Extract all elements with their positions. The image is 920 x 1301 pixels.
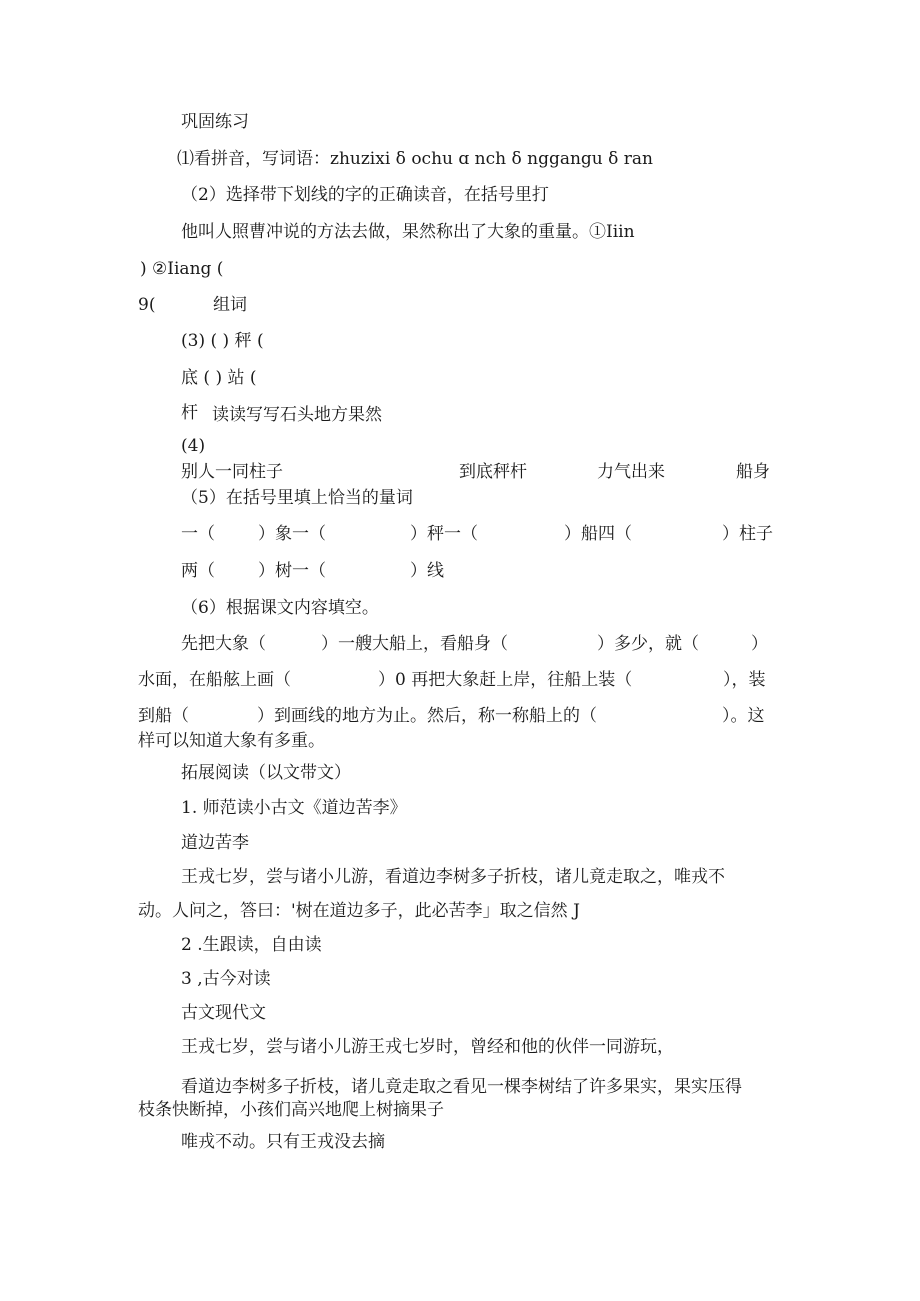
- question-4-word: 船身: [736, 462, 770, 482]
- question-4-word: 别人一同柱子: [181, 462, 283, 482]
- question-5-instruction: （5）在括号里填上恰当的量词: [181, 488, 413, 508]
- question-5-blank: ）象一（: [258, 524, 326, 544]
- question-6-line: ）一艘大船上，看船身（: [321, 634, 508, 654]
- question-3-row-1: (3) ( ) 秤 (: [181, 331, 264, 351]
- question-5-blank: ）线: [410, 561, 444, 581]
- question-4-number: (4): [181, 436, 206, 456]
- question-5-blank: ）树一（: [258, 561, 326, 581]
- question-6-line: 到船（: [138, 706, 189, 726]
- question-1-pinyin: ⑴看拼音，写词语：zhuzixi δ ochu ɑ nch δ nggangu δ ran: [177, 149, 653, 169]
- question-3-number: 9(: [138, 295, 156, 315]
- section-practice-heading: 巩固练习: [181, 112, 249, 132]
- comparison-paragraph: 看道边李树多子折枝，诸儿竟走取之看见一棵李树结了许多果实，果实压得: [181, 1077, 742, 1097]
- question-6-line: ）多少，就（: [597, 634, 699, 654]
- question-6-line: ）: [751, 634, 768, 654]
- question-4-word: 力气出来: [597, 462, 665, 482]
- question-3-title: 组词: [213, 295, 247, 315]
- column-headings: 古文现代文: [181, 1003, 266, 1023]
- question-6-line: ）到画线的地方为止。然后，称一称船上的（: [257, 706, 597, 726]
- question-6-line: ）。这: [722, 706, 765, 726]
- comparison-paragraph: 王戎七岁，尝与诸小儿游王戎七岁时，曾经和他的伙伴一同游玩，: [181, 1037, 674, 1057]
- question-5-blank: ）秤一（: [410, 524, 478, 544]
- passage-title: 道边苦李: [181, 833, 249, 853]
- section-extend-heading: 拓展阅读（以文带文）: [181, 763, 351, 783]
- passage-text: 动。人问之，答曰：'树在道边多子，此必苦李」取之信然 J: [138, 901, 580, 921]
- passage-text: 王戎七岁，尝与诸小儿游，看道边李树多子折枝，诸儿竟走取之，唯戎不: [181, 867, 725, 887]
- question-4-word: 到底秤杆: [459, 462, 527, 482]
- question-6-line: 水面，在船舷上画（: [138, 670, 291, 690]
- extend-step-3: 3 ,古今对读: [181, 969, 271, 989]
- question-6-line: ），装: [723, 670, 766, 690]
- question-5-blank: ）船四（: [564, 524, 632, 544]
- question-2-sentence: 他叫人照曹冲说的方法去做，果然称出了大象的重量。①Iiin: [181, 222, 635, 242]
- question-5-blank: ）柱子: [722, 524, 773, 544]
- question-3-row-3-char: 杆: [181, 403, 198, 423]
- question-6-instruction: （6）根据课文内容填空。: [181, 598, 379, 618]
- question-2-instruction: （2）选择带下划线的字的正确读音，在括号里打: [181, 185, 549, 205]
- question-3-read-write-words: 读读写写石头地方果然: [212, 405, 382, 425]
- extend-step-1: 1. 师范读小古文《道边苦李》: [181, 798, 407, 818]
- question-5-blank: 两（: [181, 561, 215, 581]
- question-6-line: 样可以知道大象有多重。: [138, 731, 325, 751]
- comparison-paragraph: 唯戎不动。只有王戎没去摘: [181, 1132, 385, 1152]
- comparison-paragraph: 枝条快断掉，小孩们高兴地爬上树摘果子: [138, 1100, 444, 1120]
- question-6-line: 先把大象（: [181, 634, 266, 654]
- question-5-blank: 一（: [181, 524, 215, 544]
- question-2-options: ) ②Iiang (: [140, 259, 224, 279]
- extend-step-2: 2 .生跟读，自由读: [181, 935, 322, 955]
- question-3-row-2: 底 ( ) 站 (: [181, 368, 257, 388]
- question-6-line: ）0 再把大象赶上岸，往船上装（: [378, 670, 633, 690]
